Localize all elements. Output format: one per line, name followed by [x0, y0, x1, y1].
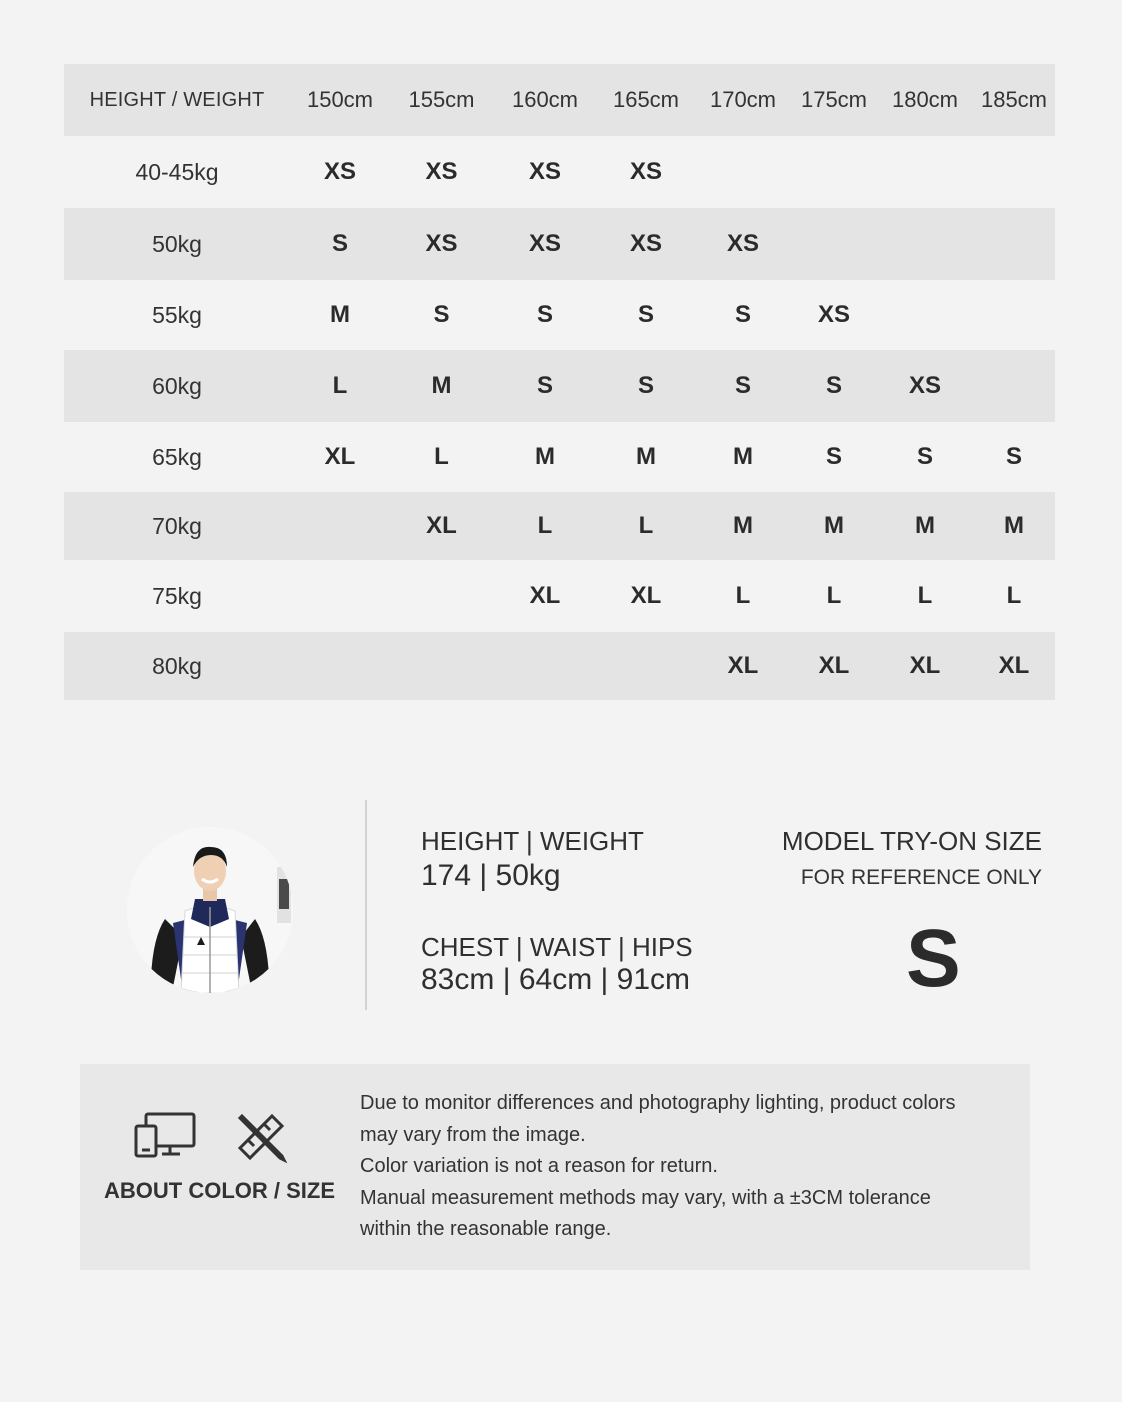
weight-cell: 80kg — [152, 652, 202, 679]
weight-cell: 65kg — [152, 443, 202, 470]
size-cell — [877, 136, 973, 208]
size-cell — [791, 136, 877, 208]
header-height-cell: 180cm — [891, 87, 959, 112]
size-cell: XS — [528, 230, 561, 257]
size-cell: S — [637, 301, 654, 328]
size-cell: L — [537, 512, 553, 539]
size-cell — [390, 632, 493, 700]
size-cell: XL — [630, 582, 662, 609]
size-cell: XL — [909, 652, 941, 679]
size-cell: XS — [629, 230, 662, 257]
size-cell: M — [636, 443, 656, 470]
size-cell — [973, 350, 1055, 422]
size-cell: XS — [425, 230, 458, 257]
size-cell: M — [330, 301, 350, 328]
size-cell: XL — [998, 652, 1030, 679]
size-cell — [290, 560, 390, 632]
height-weight-label: HEIGHT | WEIGHT — [421, 826, 644, 856]
size-cell: S — [734, 301, 751, 328]
measurements-label: CHEST | WAIST | HIPS — [421, 932, 693, 962]
weight-cell: 55kg — [152, 301, 202, 328]
size-cell: XL — [324, 443, 356, 470]
notice-line: within the reasonable range. — [360, 1218, 612, 1240]
weight-cell: 60kg — [152, 372, 202, 399]
table-row — [64, 350, 1055, 422]
size-cell: S — [637, 372, 654, 399]
header-height-weight: HEIGHT / WEIGHT — [89, 88, 265, 111]
size-cell: XS — [629, 158, 662, 185]
size-cell: M — [733, 443, 753, 470]
header-height-cell: 170cm — [709, 87, 777, 112]
size-cell: M — [1004, 512, 1024, 539]
notice-text — [360, 1088, 1020, 1246]
height-weight-value: 174 | 50kg — [421, 859, 561, 892]
tryon-size-value: S — [906, 913, 961, 1004]
size-cell — [390, 560, 493, 632]
size-cell: L — [735, 582, 751, 609]
table-row — [64, 632, 1055, 700]
size-cell — [877, 208, 973, 280]
table-header-row — [64, 64, 1055, 136]
size-cell — [973, 136, 1055, 208]
size-cell: S — [536, 372, 553, 399]
table-row — [64, 280, 1055, 350]
notice-icon-group — [134, 1110, 294, 1169]
notice-line: may vary from the image. — [360, 1123, 586, 1146]
header-height-cell: 160cm — [511, 87, 579, 112]
size-cell — [973, 208, 1055, 280]
size-cell — [290, 632, 390, 700]
size-cell: L — [332, 372, 348, 399]
model-info-section — [0, 800, 1122, 1010]
size-cell: XL — [818, 652, 850, 679]
table-row — [64, 136, 1055, 208]
size-cell — [493, 632, 597, 700]
weight-cell: 75kg — [152, 582, 202, 609]
header-height-cell: 185cm — [980, 87, 1048, 112]
header-height-cell: 165cm — [612, 87, 680, 112]
color-size-notice — [80, 1064, 1030, 1270]
header-height-cell: 175cm — [800, 87, 868, 112]
header-height-cell: 150cm — [306, 87, 374, 112]
size-cell: XL — [426, 512, 457, 539]
size-cell — [791, 208, 877, 280]
size-cell — [695, 136, 791, 208]
size-cell — [973, 280, 1055, 350]
table-row — [64, 492, 1055, 560]
notice-line: Due to monitor differences and photography lighting, product colors — [360, 1092, 956, 1114]
tryon-size-subtitle: FOR REFERENCE ONLY — [800, 866, 1042, 889]
weight-cell: 50kg — [152, 230, 202, 257]
devices-icon — [136, 1114, 194, 1156]
size-cell: XL — [529, 582, 561, 609]
size-cell: XS — [528, 158, 561, 185]
size-cell: M — [824, 512, 844, 539]
notice-line: Color variation is not a reason for return. — [360, 1155, 718, 1177]
size-cell: L — [434, 443, 449, 470]
size-cell: XS — [908, 372, 941, 399]
size-cell: S — [433, 301, 450, 328]
size-cell: M — [431, 372, 452, 399]
model-photo-illustration — [127, 827, 293, 993]
size-cell: M — [915, 512, 935, 539]
ruler-pencil-icon — [240, 1116, 284, 1160]
size-cell: L — [638, 512, 654, 539]
size-cell: S — [1005, 443, 1022, 470]
model-avatar — [127, 827, 293, 993]
size-cell: XS — [817, 301, 850, 328]
size-cell: L — [826, 582, 842, 609]
header-height-cell: 155cm — [408, 87, 475, 112]
weight-cell: 40-45kg — [135, 158, 219, 185]
size-cell — [290, 492, 390, 560]
size-cell: XS — [425, 158, 458, 185]
measurements-value: 83cm | 64cm | 91cm — [421, 963, 691, 996]
size-cell: L — [1006, 582, 1022, 609]
table-row — [64, 208, 1055, 280]
size-cell: S — [825, 372, 842, 399]
size-cell: S — [331, 230, 348, 257]
size-cell: S — [536, 301, 553, 328]
size-cell: XL — [727, 652, 759, 679]
size-cell: XS — [323, 158, 356, 185]
weight-cell: 70kg — [152, 512, 202, 539]
table-body — [64, 136, 1055, 700]
table-row — [64, 422, 1055, 492]
size-cell: XS — [726, 230, 759, 257]
size-cell: M — [535, 443, 555, 470]
size-chart-table — [64, 64, 1055, 700]
vertical-divider — [365, 800, 367, 1010]
notice-line: Manual measurement methods may vary, with a ±3CM tolerance — [360, 1186, 931, 1209]
size-cell: S — [734, 372, 751, 399]
size-cell: L — [917, 582, 933, 609]
table-row — [64, 560, 1055, 632]
tryon-size-title: MODEL TRY-ON SIZE — [781, 826, 1042, 856]
size-cell: S — [825, 443, 842, 470]
size-cell: S — [916, 443, 933, 470]
size-cell — [597, 632, 695, 700]
size-cell: M — [733, 512, 753, 539]
size-cell — [877, 280, 973, 350]
notice-title: ABOUT COLOR / SIZE — [104, 1178, 335, 1203]
